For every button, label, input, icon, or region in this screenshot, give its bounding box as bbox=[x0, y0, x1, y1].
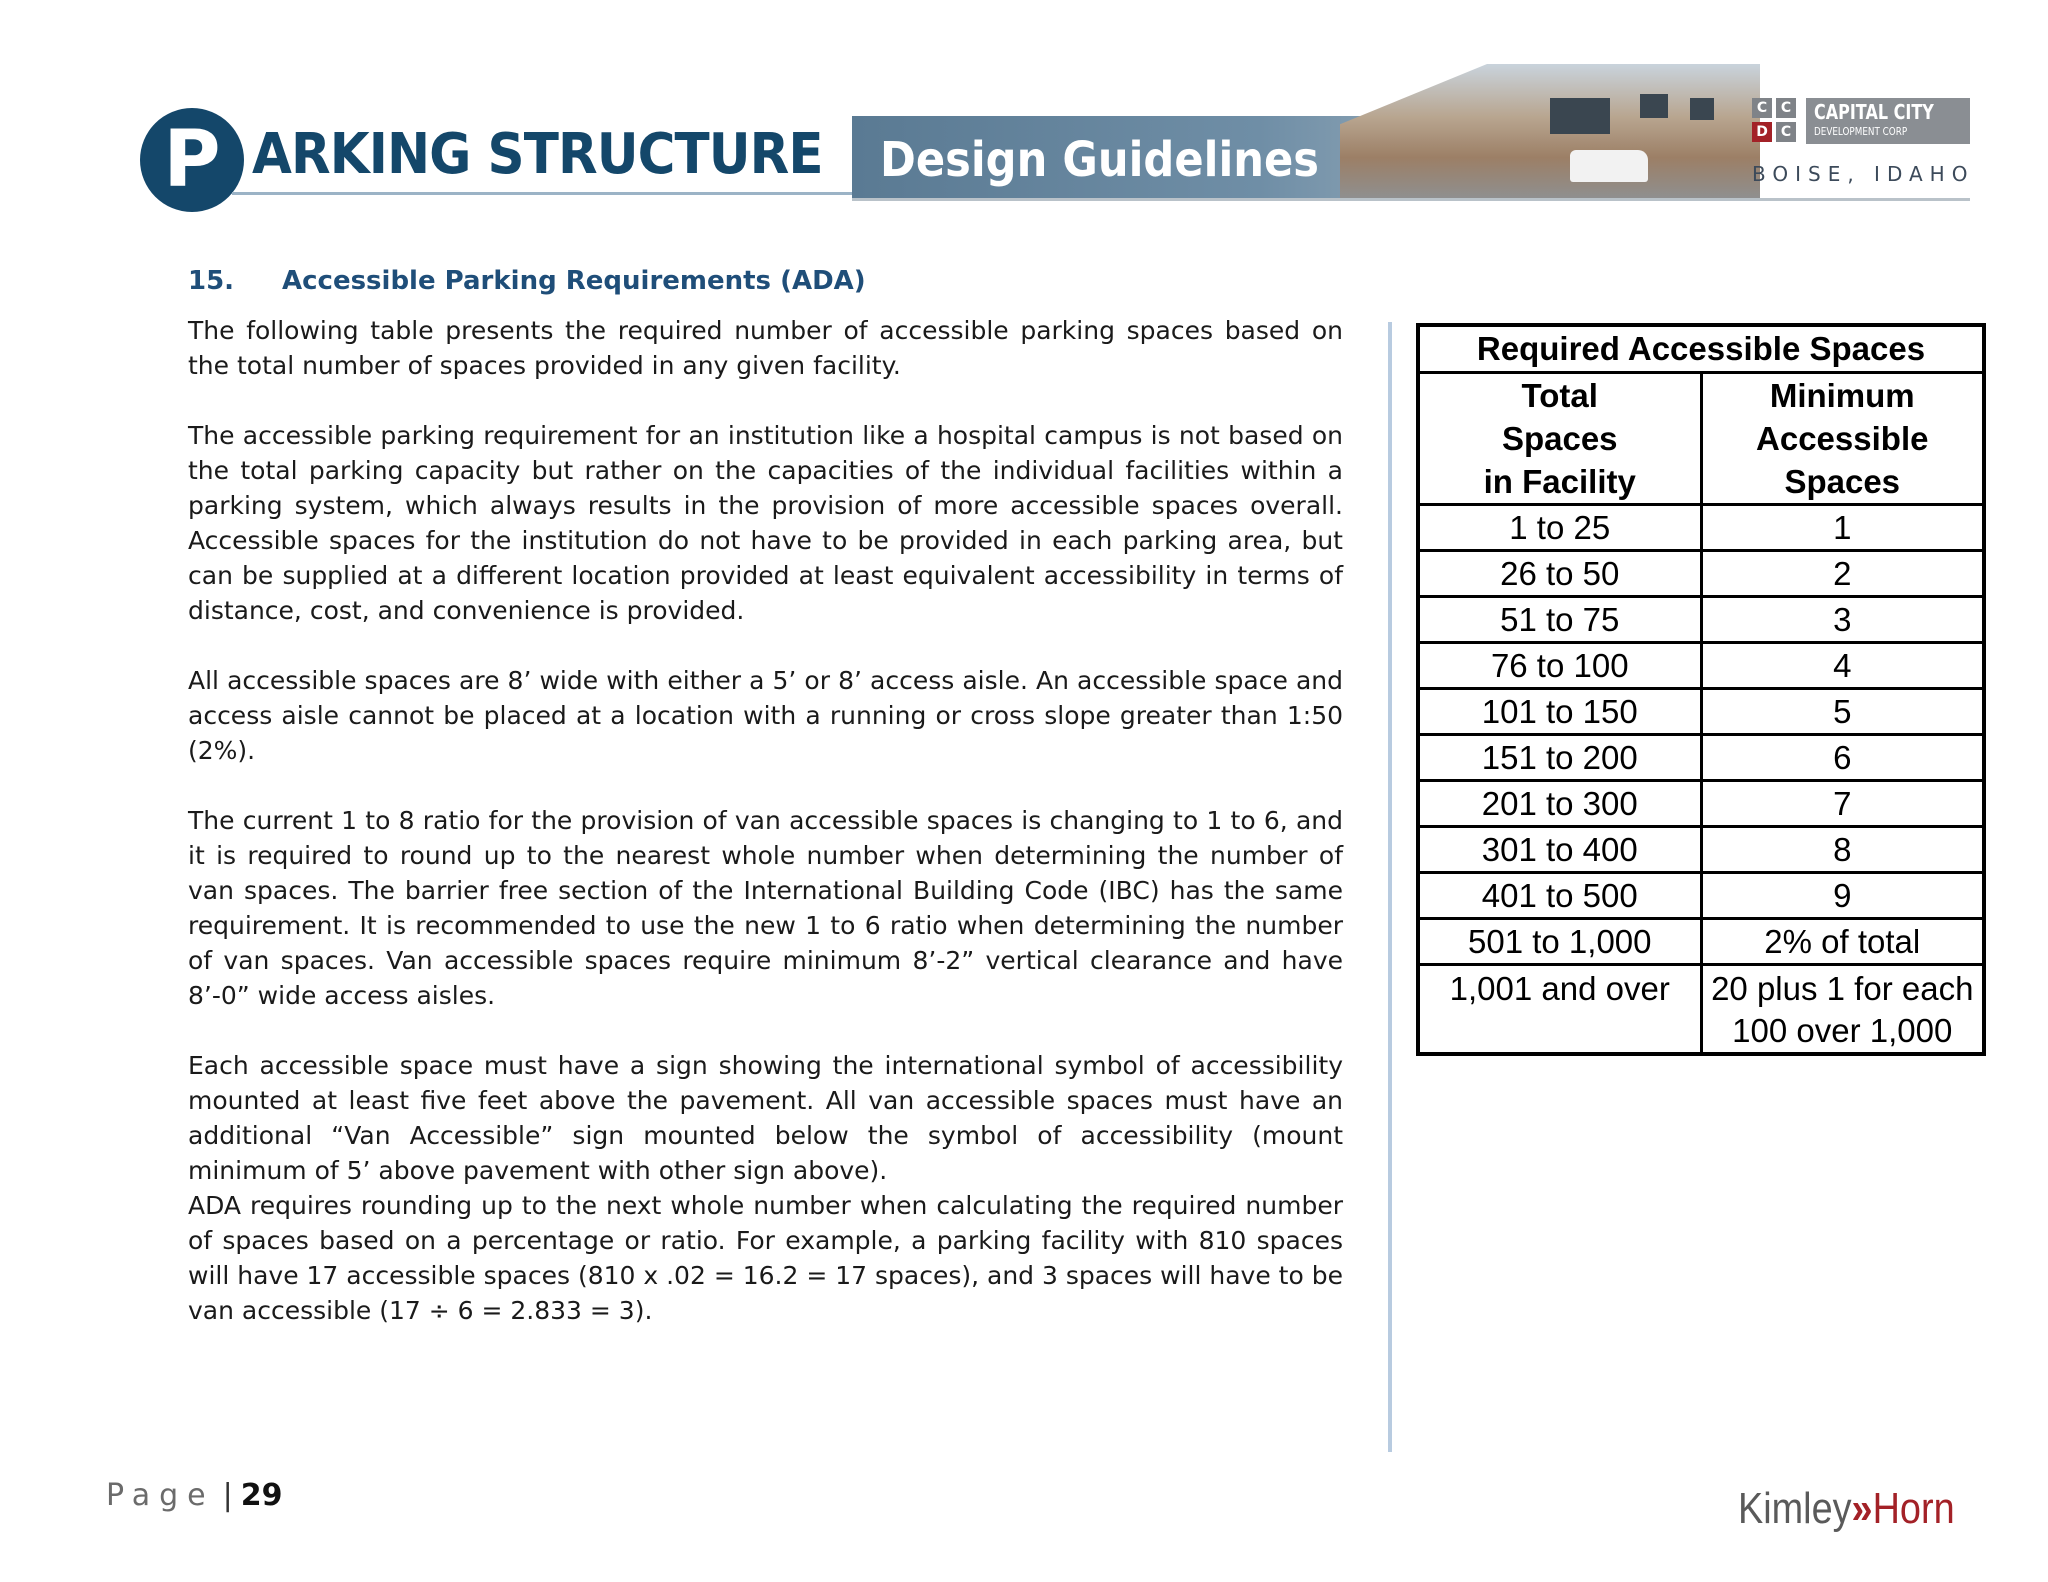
photo-detail bbox=[1640, 94, 1668, 118]
table-row: 1,001 and over 20 plus 1 for each 100 over 1,000 bbox=[1418, 965, 1984, 1055]
org-city: BOISE, IDAHO bbox=[1752, 162, 1975, 186]
table-row: 1 to 25 1 bbox=[1418, 505, 1984, 551]
table-row: 51 to 75 3 bbox=[1418, 597, 1984, 643]
table-row: 76 to 100 4 bbox=[1418, 643, 1984, 689]
banner-bottomline bbox=[852, 198, 1970, 201]
table-row: 26 to 50 2 bbox=[1418, 551, 1984, 597]
header-banner bbox=[140, 60, 1975, 210]
chevrons-icon: » bbox=[1851, 1484, 1873, 1533]
table-row: 301 to 400 8 bbox=[1418, 827, 1984, 873]
section-heading bbox=[188, 266, 866, 296]
paragraph: All accessible spaces are 8’ wide with either a 5’ or 8’ access aisle. An accessible space and access aisle cannot be placed at a location with a running or cross slope greater than 1:50 (2%). bbox=[188, 666, 1343, 765]
table-row: 151 to 200 6 bbox=[1418, 735, 1984, 781]
photo-truck bbox=[1570, 150, 1648, 182]
page-number: Page | 29 bbox=[106, 1478, 283, 1513]
table-row: 501 to 1,000 2% of total bbox=[1418, 919, 1984, 965]
ccdc-mark-icon: C C D C bbox=[1752, 98, 1796, 142]
table-row: 401 to 500 9 bbox=[1418, 873, 1984, 919]
table-row: 101 to 150 5 bbox=[1418, 689, 1984, 735]
banner-subtitle: Design Guidelines bbox=[880, 132, 1320, 188]
paragraph: Each accessible space must have a sign showing the international symbol of accessibility mounted at least five feet above the pavement. All van accessible spaces must have an additional “Van Accessible” sign mounted below the symbol of accessibility (mount minimum of 5’ above pavement with other sign above). bbox=[188, 1051, 1343, 1185]
accessible-spaces-table bbox=[1416, 323, 1986, 1056]
column-header-minimum: Minimum Accessible Spaces bbox=[1701, 373, 1984, 505]
table-caption: Required Accessible Spaces bbox=[1418, 325, 1984, 373]
paragraph: The following table presents the required number of accessible parking spaces based on the total number of spaces provided in any given facility. bbox=[188, 316, 1343, 380]
paragraph: The current 1 to 8 ratio for the provision of van accessible spaces is changing to 1 to 6, and it is required to round up to the nearest whole number when determining the number of van spaces. The barrier free section of the International Building Code (IBC) has the same requirement. It is recommended to use the new 1 to 6 ratio when determining the number of van spaces. Van accessible spaces require minimum 8’-2” vertical clearance and have 8’-0” wide access aisles. bbox=[188, 806, 1343, 1010]
paragraph: ADA requires rounding up to the next whole number when calculating the required number of spaces based on a percentage or ratio. For example, a parking facility with 810 spaces will have 17 accessible spaces (810 x .02 = 16.2 = 17 spaces), and 3 spaces will have to be van accessible (17 ÷ 6 = 2.833 = 3). bbox=[188, 1191, 1343, 1325]
section-number: 15. bbox=[188, 266, 235, 296]
paragraph: The accessible parking requirement for an institution like a hospital campus is not based on the total parking capacity but rather on the capacities of the individual facilities within a parking system, which always results in the provision of more accessible spaces overall. Accessible spaces for the institution do not have to be provided in each parking area, but can be supplied at a different location provided at least equivalent accessibility in terms of distance, cost, and convenience is provided. bbox=[188, 421, 1343, 625]
column-divider bbox=[1388, 322, 1392, 1452]
body-text bbox=[188, 313, 1343, 1328]
parking-structure-photo bbox=[1340, 64, 1760, 198]
table-row: 201 to 300 7 bbox=[1418, 781, 1984, 827]
column-header-total: Total Spaces in Facility bbox=[1418, 373, 1701, 505]
photo-detail bbox=[1690, 98, 1714, 120]
section-title: Accessible Parking Requirements (ADA) bbox=[282, 266, 866, 296]
parking-logo-icon: P bbox=[140, 108, 244, 212]
capital-city-logo bbox=[1752, 98, 1975, 198]
photo-detail bbox=[1550, 98, 1610, 134]
org-name: CAPITAL CITY DEVELOPMENT CORP bbox=[1806, 98, 1970, 144]
kimley-horn-logo: Kimley»Horn bbox=[1738, 1484, 1955, 1533]
banner-title: ARKING STRUCTURE bbox=[252, 122, 823, 187]
